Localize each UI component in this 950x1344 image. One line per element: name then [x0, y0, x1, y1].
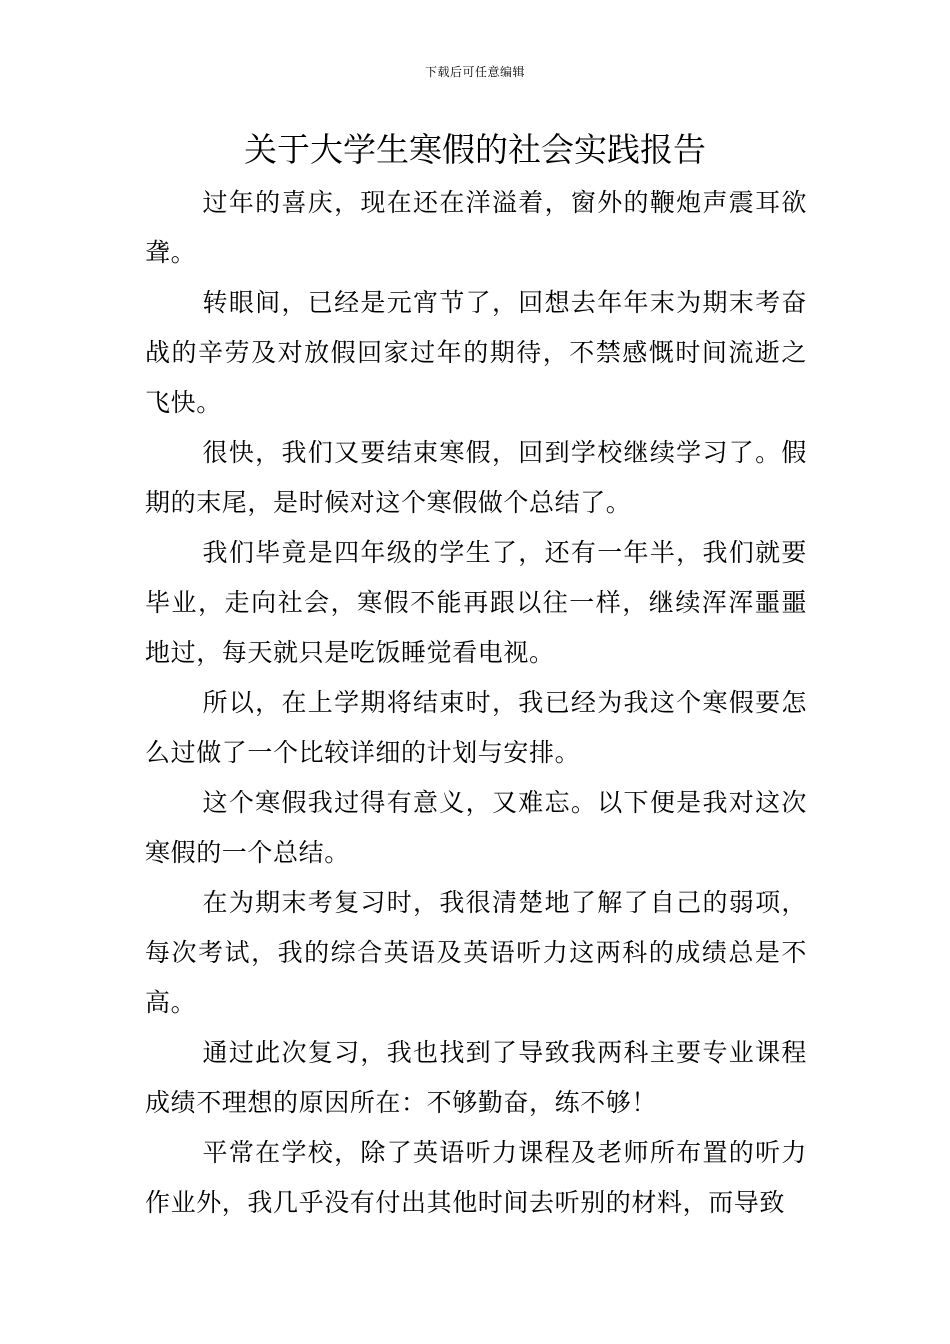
paragraph: 很快，我们又要结束寒假，回到学校继续学习了。假期的末尾，是时候对这个寒假做个总结了。: [145, 438, 807, 517]
paragraph: 这个寒假我过得有意义，又难忘。以下便是我对这次寒假的一个总结。: [145, 788, 807, 867]
paragraph: 平常在学校，除了英语听力课程及老师所布置的听力作业外，我几乎没有付出其他时间去听别的材料，而导致: [145, 1138, 807, 1217]
paragraph: 通过此次复习，我也找到了导致我两科主要专业课程成绩不理想的原因所在：不够勤奋，练不够！: [145, 1038, 807, 1117]
paragraph: 转眼间，已经是元宵节了，回想去年年末为期末考奋战的辛劳及对放假回家过年的期待，不禁感慨时间流逝之飞快。: [145, 288, 807, 417]
document-body: [145, 178, 807, 1228]
paragraph: 过年的喜庆，现在还在洋溢着，窗外的鞭炮声震耳欲聋。: [145, 188, 807, 267]
paragraph: 在为期末考复习时，我很清楚地了解了自己的弱项，每次考试，我的综合英语及英语听力这两科的成绩总是不高。: [145, 888, 807, 1017]
header-note: 下载后可任意编辑: [424, 65, 525, 79]
paragraph: 我们毕竟是四年级的学生了，还有一年半，我们就要毕业，走向社会，寒假不能再跟以往一样，继续浑浑噩噩地过，每天就只是吃饭睡觉看电视。: [145, 538, 807, 667]
document-title: 关于大学生寒假的社会实践报告: [244, 130, 706, 169]
paragraph: 所以，在上学期将结束时，我已经为我这个寒假要怎么过做了一个比较详细的计划与安排。: [145, 688, 807, 767]
